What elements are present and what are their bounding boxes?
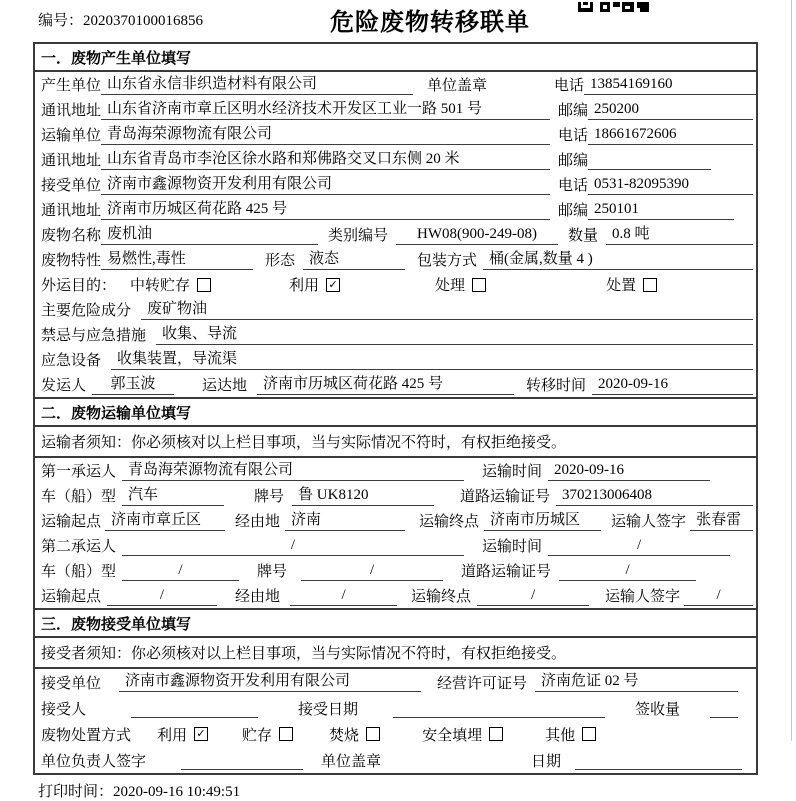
carrier2-route-row [35, 583, 756, 608]
phone-label: 电话 [558, 128, 589, 144]
zip-label: 邮编 [558, 103, 589, 119]
via-value: / [290, 586, 397, 606]
character-value: 易燃性,毒性 [101, 250, 253, 270]
consignor-value: 郭玉波 [92, 375, 174, 395]
seal-label: 单位盖章 [427, 78, 488, 94]
qty-label: 数量 [568, 228, 599, 244]
receive-person-row [35, 695, 756, 721]
producer-zip-value: 250200 [588, 100, 753, 120]
equipment-label: 应急设备 [41, 353, 102, 369]
checkbox-icon [489, 727, 503, 741]
vehicle-label: 车（船）型 [41, 489, 117, 505]
terminal-label: 运输终点 [419, 514, 480, 530]
section3-header: 三．废物接受单位填写 [35, 608, 756, 638]
document-header [0, 0, 796, 42]
option-label: 处理 [435, 278, 466, 294]
disposal-option-utilize [157, 724, 208, 745]
dest-label: 运达地 [202, 378, 248, 394]
vehicle-value: 汽车 [122, 486, 224, 506]
taboo-value: 收集、导流 [156, 325, 753, 345]
transporter-sign-label: 运输人签字 [611, 514, 687, 530]
receiver-zip-value: 250101 [588, 200, 734, 220]
receive-date-value [393, 698, 605, 718]
receiver-label: 接受单位 [41, 178, 102, 194]
transporter-addr-row [35, 147, 756, 172]
transporter-label: 运输单位 [41, 128, 102, 144]
road-permit-label: 道路运输证号 [460, 489, 551, 505]
carrier2-label: 第二承运人 [41, 539, 117, 555]
print-time [38, 780, 796, 801]
hazard-row [35, 297, 756, 322]
checkbox-icon [582, 727, 596, 741]
option-label: 利用 [289, 278, 320, 294]
category-label: 类别编号 [328, 228, 389, 244]
plate-label: 牌号 [257, 564, 288, 580]
dest-value: 济南市历城区荷花路 425 号 [257, 375, 514, 395]
carrier2-row [35, 533, 756, 558]
purpose-label: 外运目的： [41, 278, 117, 294]
waste-name-row [35, 222, 756, 247]
vehicle-label: 车（船）型 [41, 564, 117, 580]
print-time-value: 2020-09-16 10:49:51 [113, 784, 241, 800]
transporter-phone-value: 18661672606 [588, 125, 753, 145]
sign-date-value [575, 750, 742, 770]
phone-label: 电话 [553, 78, 584, 94]
option-label: 贮存 [242, 727, 273, 744]
hazard-value: 废矿物油 [141, 300, 753, 320]
qty-value: 0.8 吨 [606, 225, 753, 245]
taboo-label: 禁忌与应急措施 [41, 328, 147, 344]
receiver-label: 接受单位 [41, 675, 102, 692]
license-label: 经营许可证号 [437, 675, 528, 692]
section2-header: 二．废物运输单位填写 [35, 397, 756, 427]
producer-phone-value: 13854169160 [584, 75, 756, 95]
section1-header: 一．废物产生单位填写 [35, 44, 756, 72]
packing-value: 桶(金属,数量 4 ) [483, 250, 753, 270]
receive-date-label: 接受日期 [298, 701, 359, 718]
origin-value: 济南市章丘区 [105, 511, 225, 531]
transporter-addr-value: 山东省青岛市李沧区徐水路和郑佛路交叉口东侧 20 米 [101, 150, 550, 170]
origin-label: 运输起点 [41, 514, 102, 530]
manager-sign-label: 单位负责人签字 [41, 753, 147, 770]
transfer-time-label: 转移时间 [526, 378, 587, 394]
carrier1-row [35, 458, 756, 483]
addr-label: 通讯地址 [41, 103, 102, 119]
origin-label: 运输起点 [41, 589, 102, 605]
zip-label: 邮编 [558, 203, 589, 219]
plate-label: 牌号 [254, 489, 285, 505]
carrier1-route-row [35, 508, 756, 533]
checkbox-icon [279, 727, 293, 741]
checkbox-icon [472, 278, 486, 292]
terminal-value: / [477, 586, 589, 606]
transporter-zip-value [588, 150, 711, 170]
purpose-option-dispose [606, 274, 657, 295]
producer-addr-row [35, 97, 756, 122]
carrier2-time-value: / [548, 536, 730, 556]
disposal-option-incinerate [329, 724, 380, 745]
equipment-row [35, 347, 756, 372]
transporter-sign-value: 张春雷 [690, 511, 753, 531]
plate-value: 鲁 UK8120 [292, 486, 434, 506]
phone-label: 电话 [558, 178, 589, 194]
page-title: 危险废物转移联单 [330, 9, 530, 36]
received-qty-label: 签收量 [635, 701, 681, 718]
page-edge-line [791, 0, 792, 741]
checkbox-icon [643, 278, 657, 292]
qr-code-icon [578, 0, 650, 18]
transporter-row [35, 122, 756, 147]
seal-label: 单位盖章 [321, 753, 382, 770]
origin-value: / [107, 586, 217, 606]
terminal-value: 济南市历城区 [484, 511, 601, 531]
packing-label: 包装方式 [417, 253, 478, 269]
print-time-label: 打印时间： [38, 784, 114, 800]
disposal-option-storage [242, 724, 293, 745]
serial-value: 2020370100016856 [83, 13, 204, 29]
via-label: 经由地 [235, 514, 281, 530]
receive-unit-row [35, 669, 756, 695]
receiver-addr-value: 济南市历城区荷花路 425 号 [101, 200, 550, 220]
date-label: 日期 [531, 753, 562, 770]
carrier1-time-value: 2020-09-16 [548, 461, 710, 481]
transporter-sign-value: / [684, 586, 753, 606]
waste-character-row [35, 247, 756, 272]
disposal-option-landfill [422, 724, 503, 745]
receiver-phone-value: 0531-82095390 [588, 175, 753, 195]
waste-name-label: 废物名称 [41, 228, 102, 244]
option-label: 焚烧 [329, 727, 360, 744]
consignor-label: 发运人 [41, 378, 87, 394]
category-value: HW08(900-249-08) [396, 225, 558, 245]
manager-sign-row [35, 747, 756, 773]
carrier2-vehicle-row [35, 558, 756, 583]
terminal-label: 运输终点 [411, 589, 472, 605]
receive-unit-value: 济南市鑫源物资开发利用有限公司 [119, 672, 421, 692]
addr-label: 通讯地址 [41, 203, 102, 219]
producer-addr-value: 山东省济南市章丘区明水经济技术开发区工业一路 501 号 [101, 100, 550, 120]
producer-value: 山东省永信非织造材料有限公司 [101, 75, 413, 95]
hazard-label: 主要危险成分 [41, 303, 132, 319]
road-permit-label: 道路运输证号 [461, 564, 552, 580]
transfer-time-value: 2020-09-16 [592, 375, 753, 395]
received-qty-value [710, 698, 738, 718]
carrier2-value: / [122, 536, 464, 556]
option-label: 处置 [606, 278, 637, 294]
receiver-value: 济南市鑫源物资开发利用有限公司 [101, 175, 550, 195]
purpose-option-utilize [289, 274, 340, 295]
option-label: 利用 [157, 727, 188, 744]
equipment-value: 收集装置，导流渠 [111, 350, 753, 370]
via-value: 济南 [285, 511, 405, 531]
serial-label: 编号： [38, 13, 84, 29]
character-label: 废物特性 [41, 253, 102, 269]
checkbox-icon [366, 727, 380, 741]
serial-number [38, 9, 203, 30]
option-label: 其他 [545, 727, 576, 744]
receive-person-label: 接受人 [41, 701, 87, 718]
checkbox-icon [197, 278, 211, 292]
purpose-option-treat [435, 274, 486, 295]
carrier1-value: 青岛海荣源物流有限公司 [122, 461, 464, 481]
manager-sign-value [181, 750, 303, 770]
producer-row [35, 72, 756, 97]
receiver-row [35, 172, 756, 197]
manifest-table [33, 42, 758, 775]
carrier1-label: 第一承运人 [41, 464, 117, 480]
transporter-value: 青岛海荣源物流有限公司 [101, 125, 550, 145]
producer-label: 产生单位 [41, 78, 102, 94]
waste-name-value: 废机油 [101, 225, 318, 245]
form-value: 液态 [303, 250, 405, 270]
via-label: 经由地 [235, 589, 281, 605]
option-label: 安全填埋 [422, 727, 483, 744]
road-permit-value: 370213006408 [556, 486, 753, 506]
option-label: 中转贮存 [130, 278, 191, 294]
plate-value: / [301, 561, 443, 581]
addr-label: 通讯地址 [41, 153, 102, 169]
consignor-row [35, 372, 756, 397]
license-value: 济南危证 02 号 [535, 672, 738, 692]
receiver-notice: 接受者须知：你必须核对以上栏目事项，当与实际情况不符时，有权拒绝接受。 [35, 638, 756, 669]
transporter-notice: 运输者须知：你必须核对以上栏目事项，当与实际情况不符时，有权拒绝接受。 [35, 427, 756, 458]
receive-person-value [131, 698, 258, 718]
purpose-option-transfer-storage [130, 274, 211, 295]
disposal-label: 废物处置方式 [41, 727, 132, 744]
transporter-sign-label: 运输人签字 [605, 589, 681, 605]
receiver-addr-row [35, 197, 756, 222]
disposal-row [35, 721, 756, 747]
road-permit-value: / [559, 561, 696, 581]
vehicle-value: / [122, 561, 239, 581]
carrier1-vehicle-row [35, 483, 756, 508]
checkbox-icon: ✓ [326, 278, 340, 292]
checkbox-icon: ✓ [194, 727, 208, 741]
taboo-row [35, 322, 756, 347]
transport-time-label: 运输时间 [482, 464, 543, 480]
disposal-option-other [545, 724, 596, 745]
form-label: 形态 [265, 253, 296, 269]
transport-time-label: 运输时间 [482, 539, 543, 555]
zip-label: 邮编 [558, 153, 589, 169]
purpose-row [35, 272, 756, 297]
